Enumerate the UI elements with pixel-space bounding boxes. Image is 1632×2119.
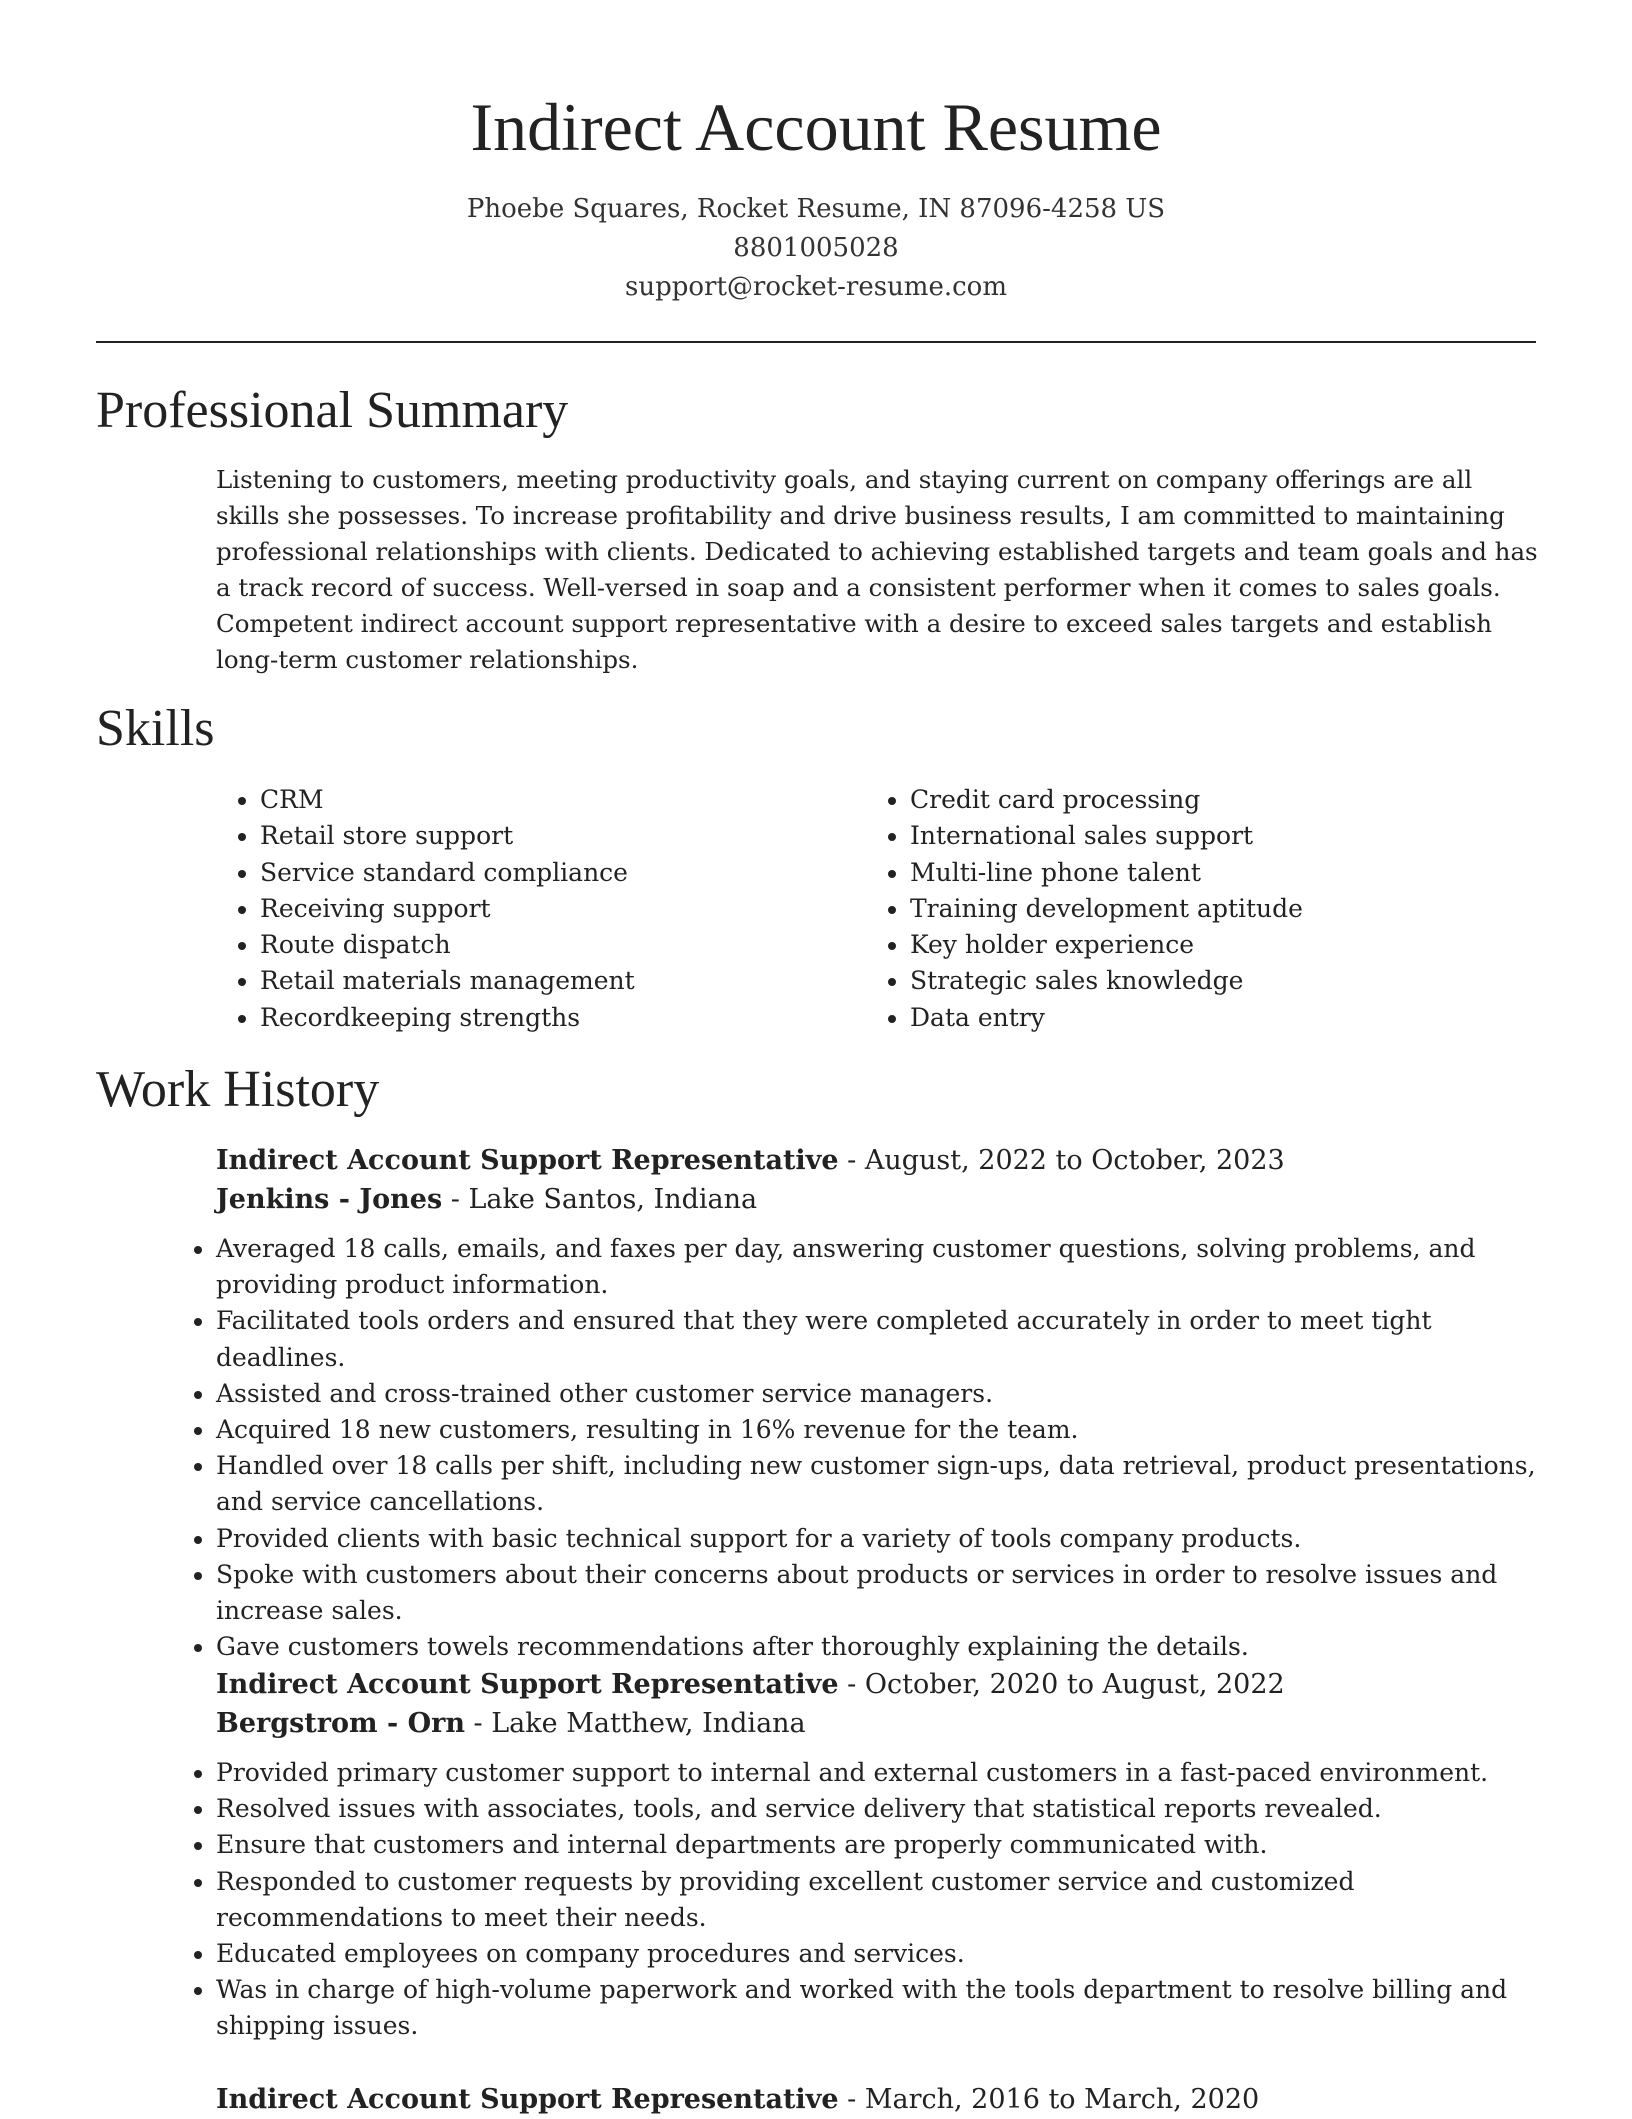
job-bullet: • Acquired 18 new customers, resulting in 16% revenue for the team. (216, 1412, 1546, 1448)
contact-block (0, 190, 1632, 307)
job-location: - Lake Santos, Indiana (442, 1184, 758, 1215)
job-title-line (216, 2080, 1546, 2119)
skills-list-left (216, 782, 635, 1036)
job-title-line (216, 1665, 1546, 1704)
skill-item: • Service standard compliance (260, 855, 635, 891)
skill-item: • Recordkeeping strengths (260, 1000, 635, 1036)
skills-list-right (866, 782, 1303, 1036)
work-history-heading: Work History (96, 1061, 380, 1118)
job-bullets (172, 1231, 1546, 1665)
job-bullet: • Educated employees on company procedures and services. (216, 1936, 1546, 1972)
summary-text: Listening to customers, meeting productivity goals, and staying current on company offerings are all skills she possesses. To increase profitability and drive business results, I am committed to maintaining professional relationships with clients. Dedicated to achieving established targets and team goals and has a track record of success. Well-versed in soap and a consistent performer when it comes to sales goals. Competent indirect account support representative with a desire to exceed sales targets and establish long-term customer relationships. (216, 465, 1538, 674)
contact-phone: 8801005028 (733, 233, 899, 263)
skill-item: • International sales support (910, 818, 1303, 854)
job-dates: - October, 2020 to August, 2022 (838, 1669, 1285, 1700)
job-title-line (216, 1141, 1546, 1180)
resume-title: Indirect Account Resume (470, 89, 1162, 165)
skills-heading: Skills (96, 700, 215, 757)
job-entry (216, 2080, 1546, 2119)
skill-item: • Retail materials management (260, 963, 635, 999)
header-divider (96, 341, 1536, 343)
job-bullet: • Averaged 18 calls, emails, and faxes per day, answering customer questions, solving problems, and providing product information. (216, 1231, 1546, 1303)
job-company: Bergstrom - Orn (216, 1708, 465, 1739)
job-bullet: • Facilitated tools orders and ensured that they were completed accurately in order to meet tight deadlines. (216, 1303, 1546, 1375)
job-bullet: • Was in charge of high-volume paperwork and worked with the tools department to resolve billing and shipping issues. (216, 1972, 1546, 2044)
job-bullet: • Handled over 18 calls per shift, including new customer sign-ups, data retrieval, product presentations, and service cancellations. (216, 1448, 1546, 1520)
job-location: - Lake Matthew, Indiana (464, 1708, 806, 1739)
job-dates: - March, 2016 to March, 2020 (838, 2084, 1260, 2115)
skill-item: • CRM (260, 782, 635, 818)
job-company-line (216, 1180, 1546, 1219)
job-bullet: • Ensure that customers and internal departments are properly communicated with. (216, 1827, 1546, 1863)
job-entry (216, 1141, 1546, 1665)
contact-email[interactable]: support@rocket-resume.com (624, 272, 1007, 302)
contact-address: Phoebe Squares, Rocket Resume, IN 87096-4258 US (466, 194, 1166, 224)
job-bullet: • Resolved issues with associates, tools, and service delivery that statistical reports revealed. (216, 1791, 1546, 1827)
job-bullet: • Gave customers towels recommendations after thoroughly explaining the details. (216, 1629, 1546, 1665)
skill-item: • Data entry (910, 1000, 1303, 1036)
job-company-line (216, 1704, 1546, 1743)
job-bullet: • Responded to customer requests by providing excellent customer service and customized recommendations to meet their needs. (216, 1864, 1546, 1936)
skill-item: • Training development aptitude (910, 891, 1303, 927)
job-role: Indirect Account Support Representative (216, 1669, 839, 1700)
summary-heading: Professional Summary (96, 382, 569, 439)
skill-item: • Credit card processing (910, 782, 1303, 818)
job-role: Indirect Account Support Representative (216, 2084, 839, 2115)
job-dates: - August, 2022 to October, 2023 (838, 1145, 1285, 1176)
job-company: Jenkins - Jones (216, 1184, 443, 1215)
skill-item: • Receiving support (260, 891, 635, 927)
skill-item: • Retail store support (260, 818, 635, 854)
job-bullets (172, 1755, 1546, 2045)
job-bullet: • Spoke with customers about their concerns about products or services in order to resolve issues and increase sales. (216, 1557, 1546, 1629)
job-entry (216, 1665, 1546, 2045)
job-bullet: • Provided clients with basic technical support for a variety of tools company products. (216, 1521, 1546, 1557)
skill-item: • Route dispatch (260, 927, 635, 963)
skill-item: • Key holder experience (910, 927, 1303, 963)
skill-item: • Multi-line phone talent (910, 855, 1303, 891)
skill-item: • Strategic sales knowledge (910, 963, 1303, 999)
job-bullet: • Assisted and cross-trained other customer service managers. (216, 1376, 1546, 1412)
job-bullet: • Provided primary customer support to internal and external customers in a fast-paced environment. (216, 1755, 1546, 1791)
job-role: Indirect Account Support Representative (216, 1145, 839, 1176)
